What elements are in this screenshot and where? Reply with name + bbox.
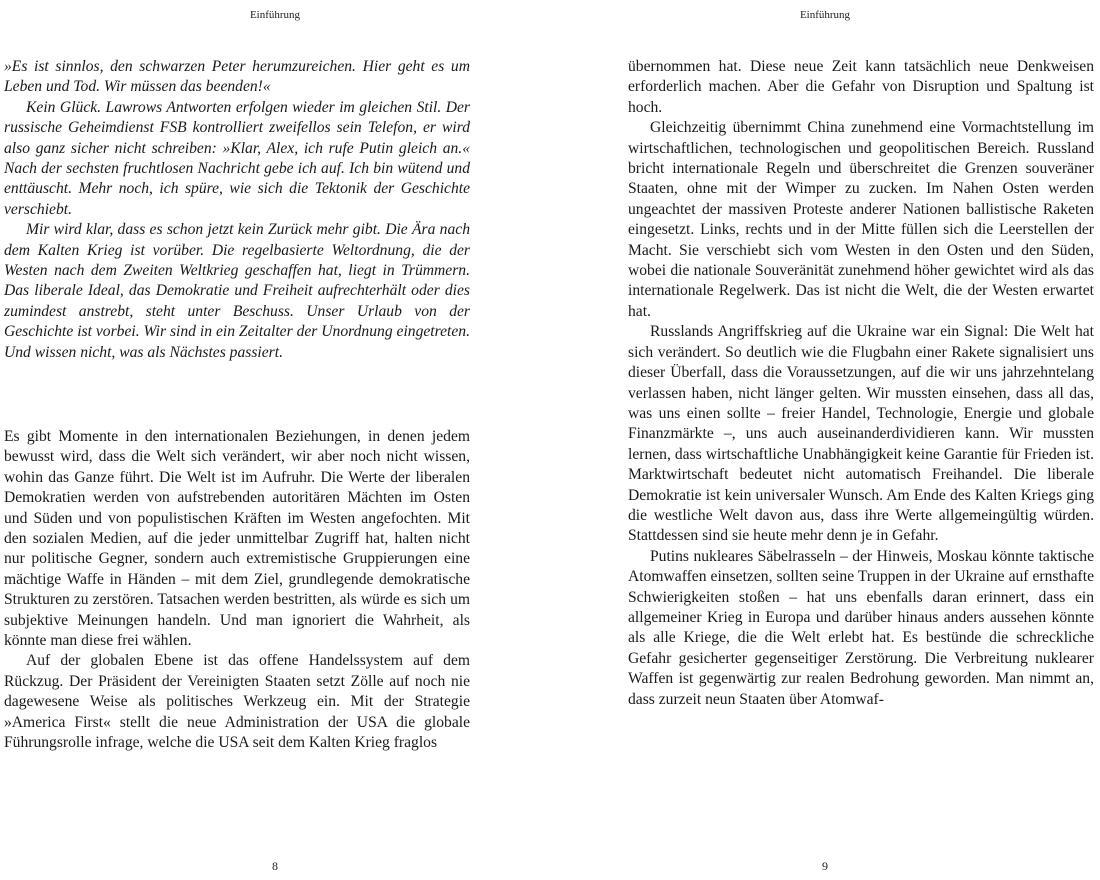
italic-paragraph: Kein Glück. Lawrows Antworten erfolgen wieder im gleichen Stil. Der russische Geheimdienst FSB kontrolliert zweifellos sein Telefon, er wird also ganz sicher nicht schreiben: »Klar, Alex, ich rufe Putin gleich an.« Nach der sechsten fruchtlosen Nachricht gebe ich auf. Ich bin wütend und enttäuscht. Mehr noch, ich spüre, wie sich die Tektonik der Geschichte verschiebt.	[4, 98, 470, 218]
body-text-right	[628, 57, 1094, 710]
page-number-left: 8	[272, 859, 278, 873]
right-page	[550, 0, 1100, 880]
italic-paragraph: »Es ist sinnlos, den schwarzen Peter herumzureichen. Hier geht es um Leben und Tod. Wir müssen das beenden!«	[4, 58, 470, 96]
body-text-left	[4, 427, 470, 754]
body-paragraph: Gleichzeitig übernimmt China zunehmend eine Vormachtstellung im wirtschaftlichen, technologischen und geopolitischen Bereich. Russland bricht internationale Regeln und überschreitet die Grenzen souveräner Staaten, ohne mit der Wimper zu zucken. Im Nahen Osten werden ungeachtet der massiven Proteste anderer Nationen ballistische Raketen eingesetzt. Links, rechts und in der Mitte füllen sich die Leerstellen der Macht. Sie verschiebt sich vom Westen in den Osten und den Süden, wobei die nationale Souveränität zunehmend höher gewichtet wird als das internationale Regelwerk. Das ist nicht die Welt, die der Westen erwartet hat.	[628, 119, 1094, 320]
running-head-left: Einführung	[249, 9, 301, 21]
body-paragraph: übernommen hat. Diese neue Zeit kann tatsächlich neue Denkweisen erforderlich machen. Aber die Gefahr von Disruption und Spaltung ist hoch.	[628, 58, 1094, 116]
body-paragraph: Es gibt Momente in den internationalen Beziehungen, in denen jedem bewusst wird, dass die Welt sich verändert, wir aber noch nicht wissen, wohin das Ganze führt. Die Welt ist im Aufruhr. Die Werte der liberalen Demokratien werden von aufstrebenden autoritären Mächten im Osten und Süden und von populistischen Kräften im Westen angefochten. Mit den sozialen Medien, auf die jeder unmittelbar Zugriff hat, halten nicht nur politische Gegner, sondern auch extremistische Gruppierungen eine mächtige Waffe in Händen – mit dem Ziel, grundlegende demokratische Strukturen zu zerstören. Tatsachen werden bestritten, als würde es sich um subjektive Meinungen handeln. Und man ignoriert die Wahrheit, als könnte man diese frei wählen.	[4, 428, 470, 650]
italic-excerpt	[4, 57, 470, 363]
page-number-right: 9	[822, 859, 828, 873]
body-paragraph: Putins nukleares Säbelrasseln – der Hinweis, Moskau könnte taktische Atomwaffen einsetzen, sollten seine Truppen in der Ukraine auf ernsthafte Schwierigkeiten stoßen – hat uns ebenfalls daran erinnert, dass ein allgemeiner Krieg in Europa und darüber hinaus anders aussehen könnte als alle Kriege, die die Welt erlebt hat. Es bestünde die schreckliche Gefahr gesicherter gegenseitiger Zerstörung. Die Verbreitung nuklearer Waffen ist gegenwärtig zur realen Bedrohung geworden. Man nimmt an, dass zurzeit neun Staaten über Atomwaf-	[628, 547, 1094, 708]
italic-paragraph: Mir wird klar, dass es schon jetzt kein Zurück mehr gibt. Die Ära nach dem Kalten Krieg ist vorüber. Die regelbasierte Weltordnung, die der Westen nach dem Zweiten Weltkrieg geschaffen hat, liegt in Trümmern. Das liberale Ideal, das Demokratie und Freiheit aufrechterhält oder dies zumindest anstrebt, steht unter Beschuss. Unser Urlaub von der Geschichte ist vorbei. Wir sind in ein Zeitalter der Unordnung eingetreten. Und wissen nicht, was als Nächstes passiert.	[4, 221, 470, 361]
body-paragraph: Russlands Angriffskrieg auf die Ukraine war ein Signal: Die Welt hat sich verändert. So deutlich wie die Flugbahn einer Rakete signalisiert uns dieser Überfall, dass die Voraussetzungen, auf die wir uns jahrzehntelang verlassen haben, nicht länger gelten. Wir mussten einsehen, dass all das, was uns einen sollte – freier Handel, Technologie, Energie und globale Finanzmärkte –, uns auch auseinanderdividieren kann. Wir mussten lernen, dass wirtschaftliche Unabhängigkeit keine Garantie für Frieden ist. Marktwirtschaft bedeutet nicht automatisch Freihandel. Die liberale Demokratie ist kein universaler Wunsch. Am Ende des Kalten Kriegs ging die westliche Welt davon aus, dass ihre Werte allgemeingültig würden. Stattdessen sind sie heute mehr denn je in Gefahr.	[628, 323, 1094, 545]
running-head-right: Einführung	[799, 9, 851, 21]
body-paragraph: Auf der globalen Ebene ist das offene Handelssystem auf dem Rückzug. Der Präsident der Vereinigten Staaten setzt Zölle auf noch nie dagewesene Weise als politisches Werkzeug ein. Mit der Strategie »America First« stellt die neue Administration der USA die globale Führungsrolle infrage, welche die USA seit dem Kalten Krieg fraglos	[4, 652, 470, 752]
